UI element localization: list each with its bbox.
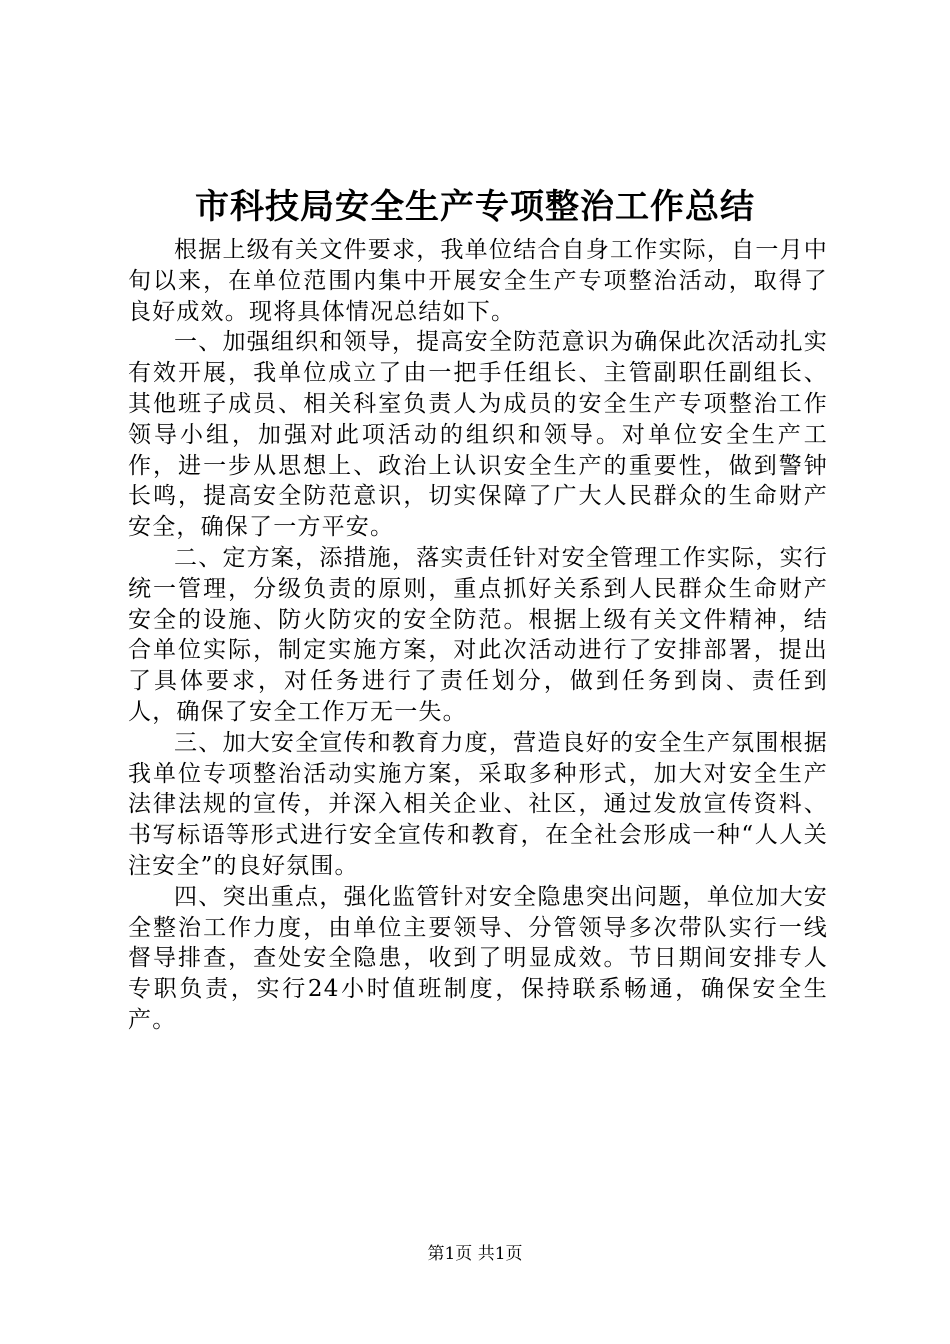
page-number-footer: 第1页 共1页 xyxy=(427,1244,523,1264)
paragraph-section-1: 一、加强组织和领导，提高安全防范意识为确保此次活动扎实有效开展，我单位成立了由一把手任组长、主管副职任副组长、其他班子成员、相关科室负责人为成员的安全生产专项整治工作领导小组，加强对此项活动的组织和领导。对单位安全生产工作，进一步从思想上、政治上认识安全生产的重要性，做到警钟长鸣，提高安全防范意识，切实保障了广大人民群众的生命财产安全，确保了一方平安。 xyxy=(128,329,828,541)
paragraph-section-4: 四、突出重点，强化监管针对安全隐患突出问题，单位加大安全整治工作力度，由单位主要领导、分管领导多次带队实行一线督导排查，查处安全隐患，收到了明显成效。节日期间安排专人专职负责，实行24小时值班制度，保持联系畅通，确保安全生产。 xyxy=(128,883,828,1033)
document-body xyxy=(128,235,828,1036)
document-title: 市科技局安全生产专项整治工作总结 xyxy=(195,187,755,227)
paragraph-section-3: 三、加大安全宣传和教育力度，营造良好的安全生产氛围根据我单位专项整治活动实施方案，采取多种形式，加大对安全生产法律法规的宣传，并深入相关企业、社区，通过发放宣传资料、书写标语等形式进行安全宣传和教育，在全社会形成一种“人人关注安全”的良好氛围。 xyxy=(128,729,828,879)
paragraph-section-2: 二、定方案，添措施，落实责任针对安全管理工作实际，实行统一管理，分级负责的原则，重点抓好关系到人民群众生命财产安全的设施、防火防灾的安全防范。根据上级有关文件精神，结合单位实际，制定实施方案，对此次活动进行了安排部署，提出了具体要求，对任务进行了责任划分，做到任务到岗、责任到人，确保了安全工作万无一失。 xyxy=(128,544,828,725)
paragraph-intro: 根据上级有关文件要求，我单位结合自身工作实际，自一月中旬以来，在单位范围内集中开展安全生产专项整治活动，取得了良好成效。现将具体情况总结如下。 xyxy=(128,237,828,325)
